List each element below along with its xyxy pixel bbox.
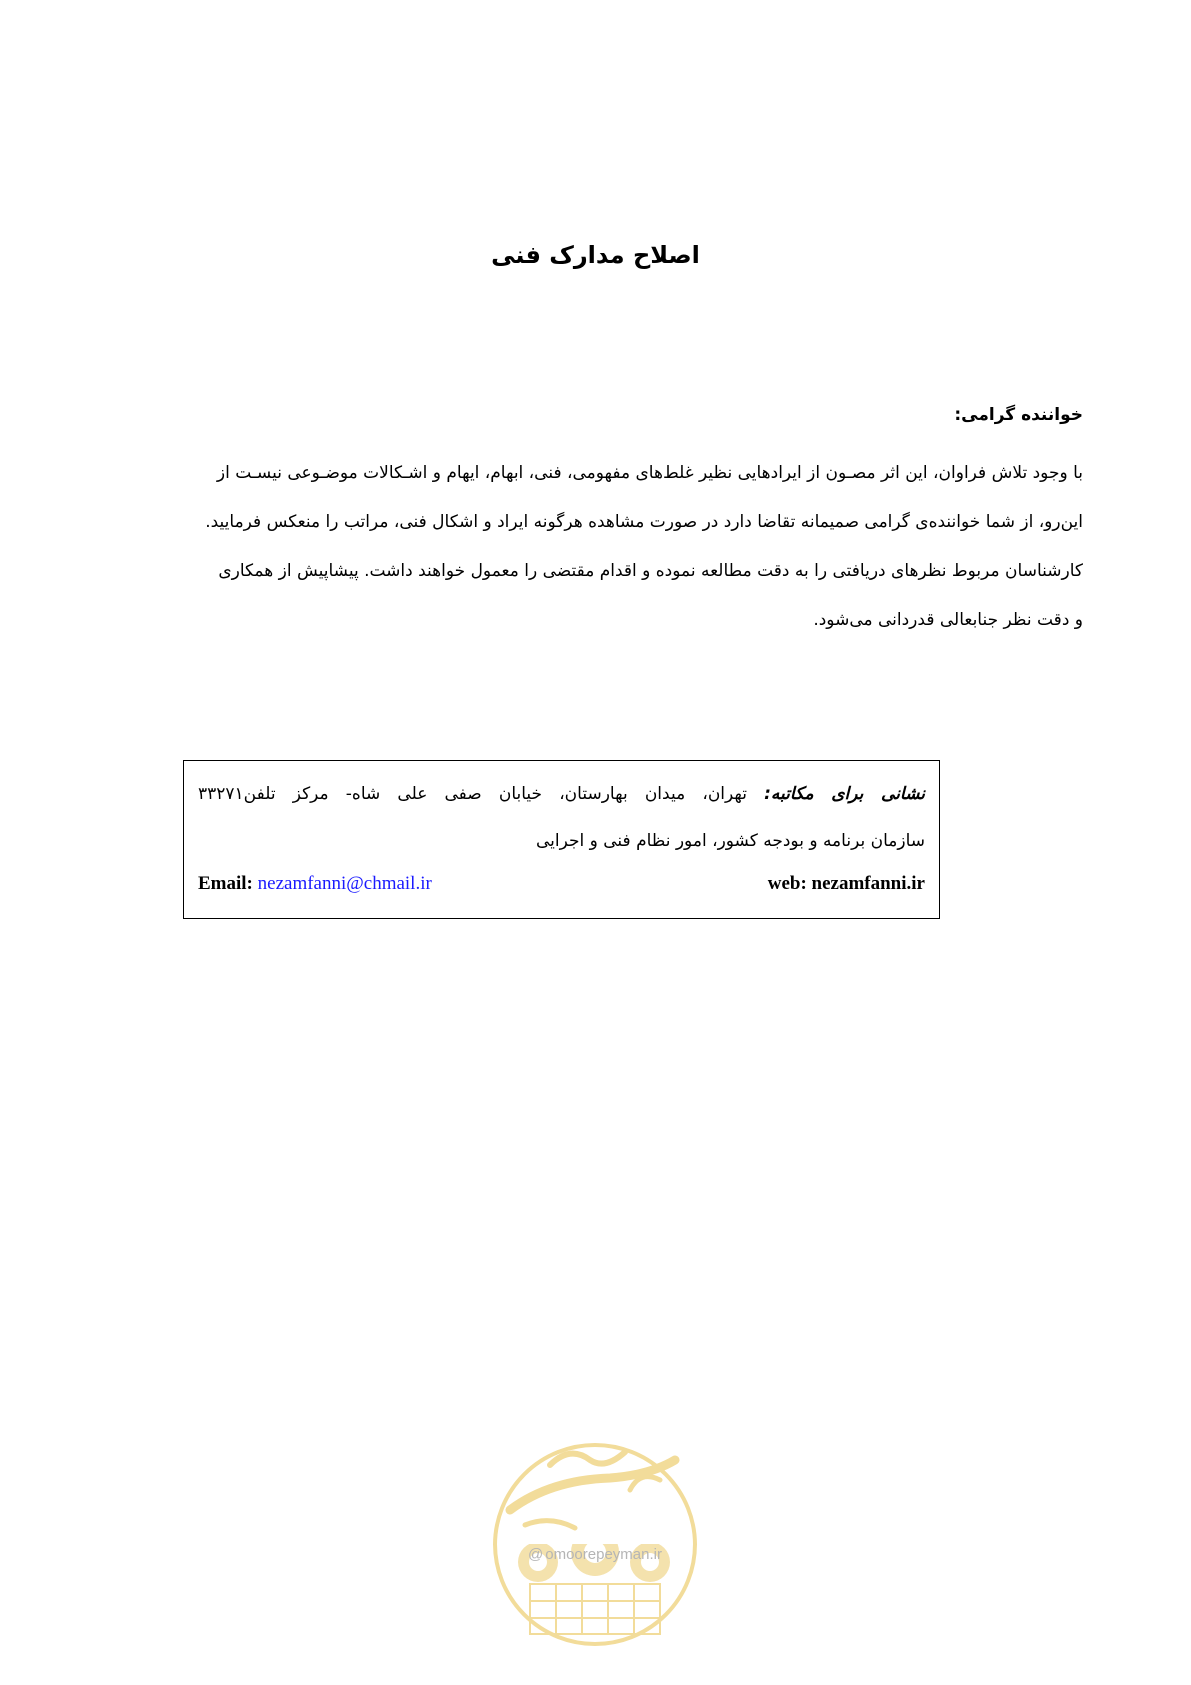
body-paragraph — [116, 449, 1083, 645]
email-contact — [198, 870, 432, 898]
body-line: کارشناسان مربوط نظرهای دریافتی را به دقت مطالعه نموده و اقدام مقتضی را معمول خواهند داشت. پیشاپیش از همکاری — [218, 561, 1083, 581]
address-line-1 — [198, 780, 925, 808]
body-line: این‌رو، از شما خواننده‌ی گرامی صمیمانه تقاضا دارد در صورت مشاهده هرگونه ایراد و اشکال فنی، مراتب را منعکس فرمایید. — [205, 512, 1083, 532]
web-contact[interactable]: web: nezamfanni.ir — [767, 873, 925, 894]
email-label: Email: — [198, 873, 253, 894]
body-line: و دقت نظر جنابعالی قدردانی می‌شود. — [813, 610, 1083, 630]
address-text: تهران، میدان بهارستان، خیابان صفی علی شاه- مرکز تلفن۳۳۲۷۱ — [198, 784, 765, 804]
watermark-handle-text: omoorepeyman.ir — [545, 1546, 662, 1563]
address-label: نشانی برای مکاتبه: — [764, 784, 926, 804]
email-link[interactable]: nezamfanni@chmail.ir — [257, 873, 432, 894]
watermark-handle — [490, 1546, 700, 1563]
page-title: اصلاح مدارک فنی — [491, 241, 700, 269]
seal-graphic — [490, 1440, 700, 1545]
contact-address-box — [183, 760, 940, 919]
greeting-heading: خواننده گرامی: — [954, 405, 1083, 425]
contact-line — [198, 870, 925, 898]
address-line-2: سازمان برنامه و بودجه کشور، امور نظام فنی و اجرایی — [535, 831, 925, 851]
body-line: با وجود تلاش فراوان، این اثر مصـون از ایرادهایی نظیر غلط‌های مفهومی، فنی، ابهام، ایهام و اشـکالات موضـوعی نیسـت از — [216, 463, 1083, 483]
at-icon: @ — [528, 1546, 544, 1563]
